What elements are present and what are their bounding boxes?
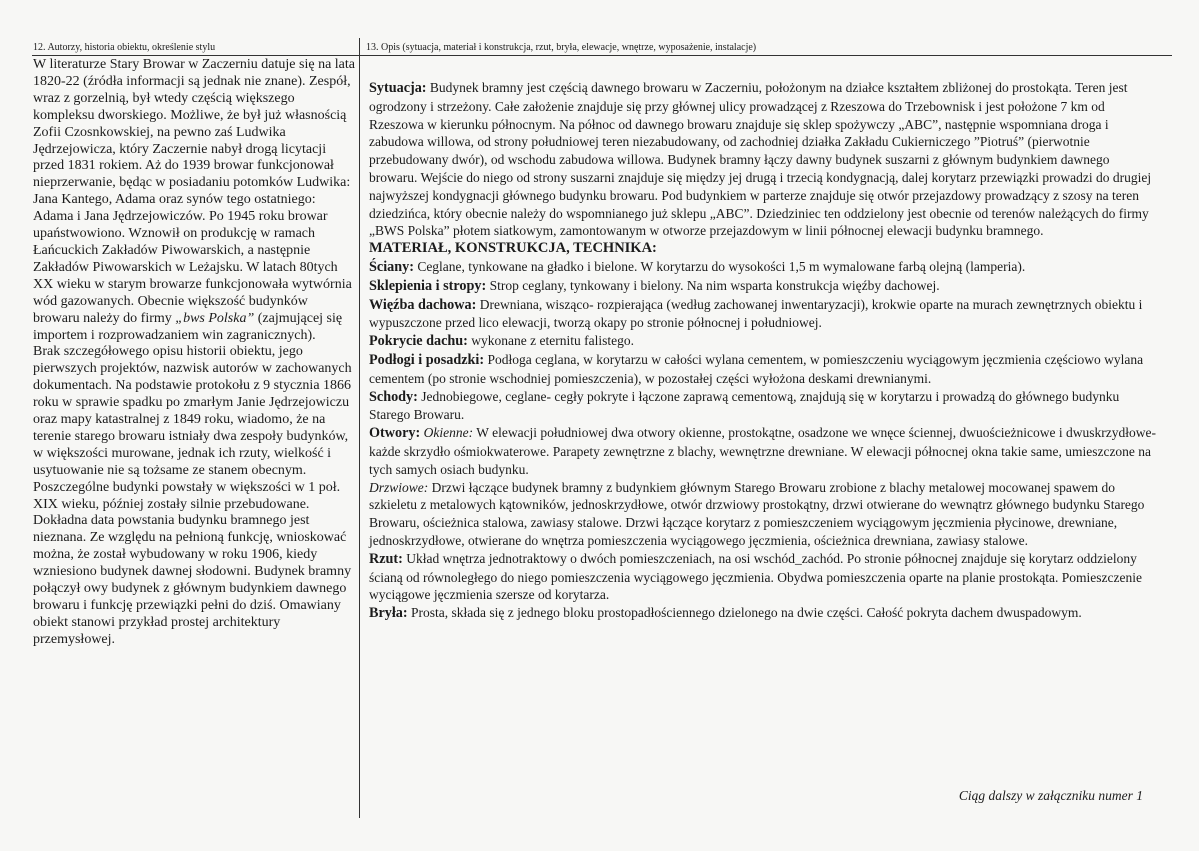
wiezba-paragraph: Więźba dachowa: Drewniana, wiszącо- rozpierająca (według zachowanej inwentaryzacji), krokwie oparte na murach zewnętrznych obiektu i wypuszczone przed lico elewacji, tworzą okapy po stronie północnej i południowej. xyxy=(369,296,1143,331)
pokrycie-paragraph: Pokrycie dachu: wykonane z eternitu falistego. xyxy=(369,333,634,350)
history-paragraph-1: W literaturze Stary Browar w Zaczerniu datuje się na lata 1820-22 (źródła informacji są jednak nie znane). Zespół, wraz z gorzelnią, był wtedy częścią większego kompleksu dworskiego. Możliwe, że był już własnością Zofii Czosnkowskiej, na pewno zaś Ludwika Jędrzejowicza, który Zaczernie nabył drogą licytacji przed 1831 rokiem. Aż do 1939 browar funkcjonował nieprzerwanie, będąc w posiadaniu potomków Ludwika: Jana Kantego, Adama oraz synów tego ostatniego: Adama i Jana Jędrzejowiczów. Po 1945 roku browar upaństwowiono. Wznowił on produkcję w ramach Łańcuckich Zakładów Piwowarskich, a następnie Zakładów Piwowarskich w Leżajsku. W latach 80tych XX wieku w starym browarze funkcjonowała wytwórnia wód gazowanych. Obecnie większość budynków browaru należy do firmy „bws Polska” (zajmującej się importem i rozprowadzaniem win zagranicznych). xyxy=(33,57,355,343)
sytuacja-paragraph: Sytuacja: Budynek bramny jest częścią dawnego browaru w Zaczerniu, położonym na działce kształtem zbliżonej do prostokąta. Teren jest ogrodzony i strzeżony. Całe założenie znajduje się przy głównej ulicy prowadzącej z Rzeszowa do Trzebownisk i jest położone 7 km od Rzeszowa w kierunku północnym. Na północ od dawnego browaru znajduje się sklep spożywczy „ABC”, następnie wspomniana droga i zabudowa willowa, od strony południowej teren niezabudowany, od zachodniej działka Zakładu Cukierniczego ”Piotruś” (pierwotnie przebudowany dwór), od wschodu zabudowa willowa. Budynek bramny łączy dawny budynek suszarni z głównym budynkiem dawnego browaru. Wejście do niego od strony suszarni znajduje się między jej drugą i trzecią kondygnacją, dalej korytarz przewiązki prowadzi do drugiej najwyższej kondygnacji głównego budynku browaru. Pod budynkiem w parterze znajduje się otwór przejazdowy prowadzący z szosy na teren dziedzińca, który obecnie należy do wspomnianego już sklepu „ABC”. Dziedziniec ten oddzielony jest obecnie od terenów należących do firmy „BWS Polska” płotem siatkowym, zamontowanym w otworze przejazdowym w linii północnej elewacji budynku bramnego. xyxy=(369,80,1152,239)
otwory-drzwiowe-paragraph: Drzwiowe: Drzwi łączące budynek bramny z budynkiem głównym Starego Browaru zrobione z blachy metalowej mocowanej spawem do szkieletu z metalowych kątowników, jednoskrzydłowe, otwór drzwiowy prostokątny, drzwi otwierane do wewnątrz głównego budynku Starego Browaru, ościeżnica stalowa, zawiasy stalowe. Drzwi łączące korytarz z pomieszczeniem wyciągowym jęczmienia płycinowe, drewniane, jednoskrzydłowe, otwierane do wnętrza pomieszczenia wyciągowego jęczmienia, ościeżnica drewniana, zawiasy stalowe. xyxy=(369,479,1145,548)
continuation-note: Ciąg dalszy w załączniku numer 1 xyxy=(958,788,1143,803)
sciany-paragraph: Ściany: Ceglane, tynkowane na gładko i bielone. W korytarzu do wysokości 1,5 m wymalowane farbą olejną (lamperia). xyxy=(369,258,1026,275)
history-paragraph-3: Dokładna data powstania budynku bramnego jest nieznana. Ze względu na pełnioną funkcję, wnioskować można, że został wybudowany w roku 1906, kiedy wzniesiono budynek dawnej słodowni. Budynek bramny połączył owy budynek z głównym budynkiem dawnego browaru i funkcję przewiązki pełni do dziś. Omawiany obiekt stanowi przykład prostej architektury przemysłowej. xyxy=(33,513,352,647)
description-column xyxy=(369,79,1159,623)
company-name: „bws Polska” xyxy=(175,310,255,326)
header-rule xyxy=(32,55,1172,56)
bryla-paragraph: Bryła: Prosta, składa się z jednego bloku prostopadłościennego dzielonego na dwie części. Całość pokryta dachem dwuspadowym. xyxy=(369,605,1082,622)
podlogi-paragraph: Podłogi i posadzki: Podłoga ceglana, w korytarzu w całości wylana cementem, w pomieszczeniu wyciągowym jęczmienia częściowo wylana cementem (po stronie wschodniej pomieszczenia), w pozostałej części wyłożona deskami drewnianymi. xyxy=(369,351,1144,386)
sklepienia-paragraph: Sklepienia i stropy: Strop ceglany, tynkowany i bielony. Na nim wsparta konstrukcja więźby dachowej. xyxy=(369,277,940,294)
rzut-paragraph: Rzut: Układ wnętrza jednotraktowy o dwóch pomieszczeniach, na osi wschód_zachód. Po stronie północnej znajduje się korytarz oddzielony ścianą od równoległego do niego pomieszczenia wyciągowego jęczmienia. Obydwa pomieszczenia oparte na planie prostokąta. Pomieszczenie wyciągowe jęczmienia szersze od korytarza. xyxy=(369,550,1142,603)
section-title: MATERIAŁ, KONSTRUKCJA, TECHNIKA: xyxy=(369,240,657,257)
header-right-title: 13. Opis (sytuacja, materiał i konstrukcja, rzut, bryła, elewacje, wnętrze, wyposażenie, instalacje) xyxy=(366,42,757,53)
schody-paragraph: Schody: Jednobiegowe, ceglane- cegły pokryte i łączone zaprawą cementową, znajdują się w korytarzu i prowadzą do głównego budynku Starego Browaru. xyxy=(369,388,1120,423)
history-column xyxy=(33,57,355,649)
otwory-okienne-paragraph: Otwory: Okienne: W elewacji południowej dwa otwory okienne, prostokątne, osadzone we wnęce ściennej, dwuościeżnicowe i dwuskrzydłowe-każde skrzydło ośmiokwaterowe. Parapety zewnętrzne z blachy, wewnętrzne drewniane. W elewacji północnej okna takie same, umieszczone na tych samych osiach budynku. xyxy=(369,425,1157,477)
header-left-title: 12. Autorzy, historia obiektu, określenie stylu xyxy=(33,42,216,53)
history-paragraph-2: Brak szczegółowego opisu historii obiektu, jego pierwszych projektów, nazwisk autorów w zachowanych dokumentach. Na podstawie protokołu z 9 stycznia 1866 roku w sprawie spadku po zmarłym Janie Jędrzejowiczu oraz mapy katastralnej z 1849 roku, wiadomo, że na terenie starego browaru istniały dwa zespoły budynków, w większości murowane, jednak ich rzuty, wielkość i usytuowanie nie są tożsame ze stanem obecnym. Poszczególne budynki powstały w większości w 1 poł. XIX wieku, później zostały silnie przebudowane. xyxy=(33,344,352,512)
column-divider xyxy=(359,38,360,818)
